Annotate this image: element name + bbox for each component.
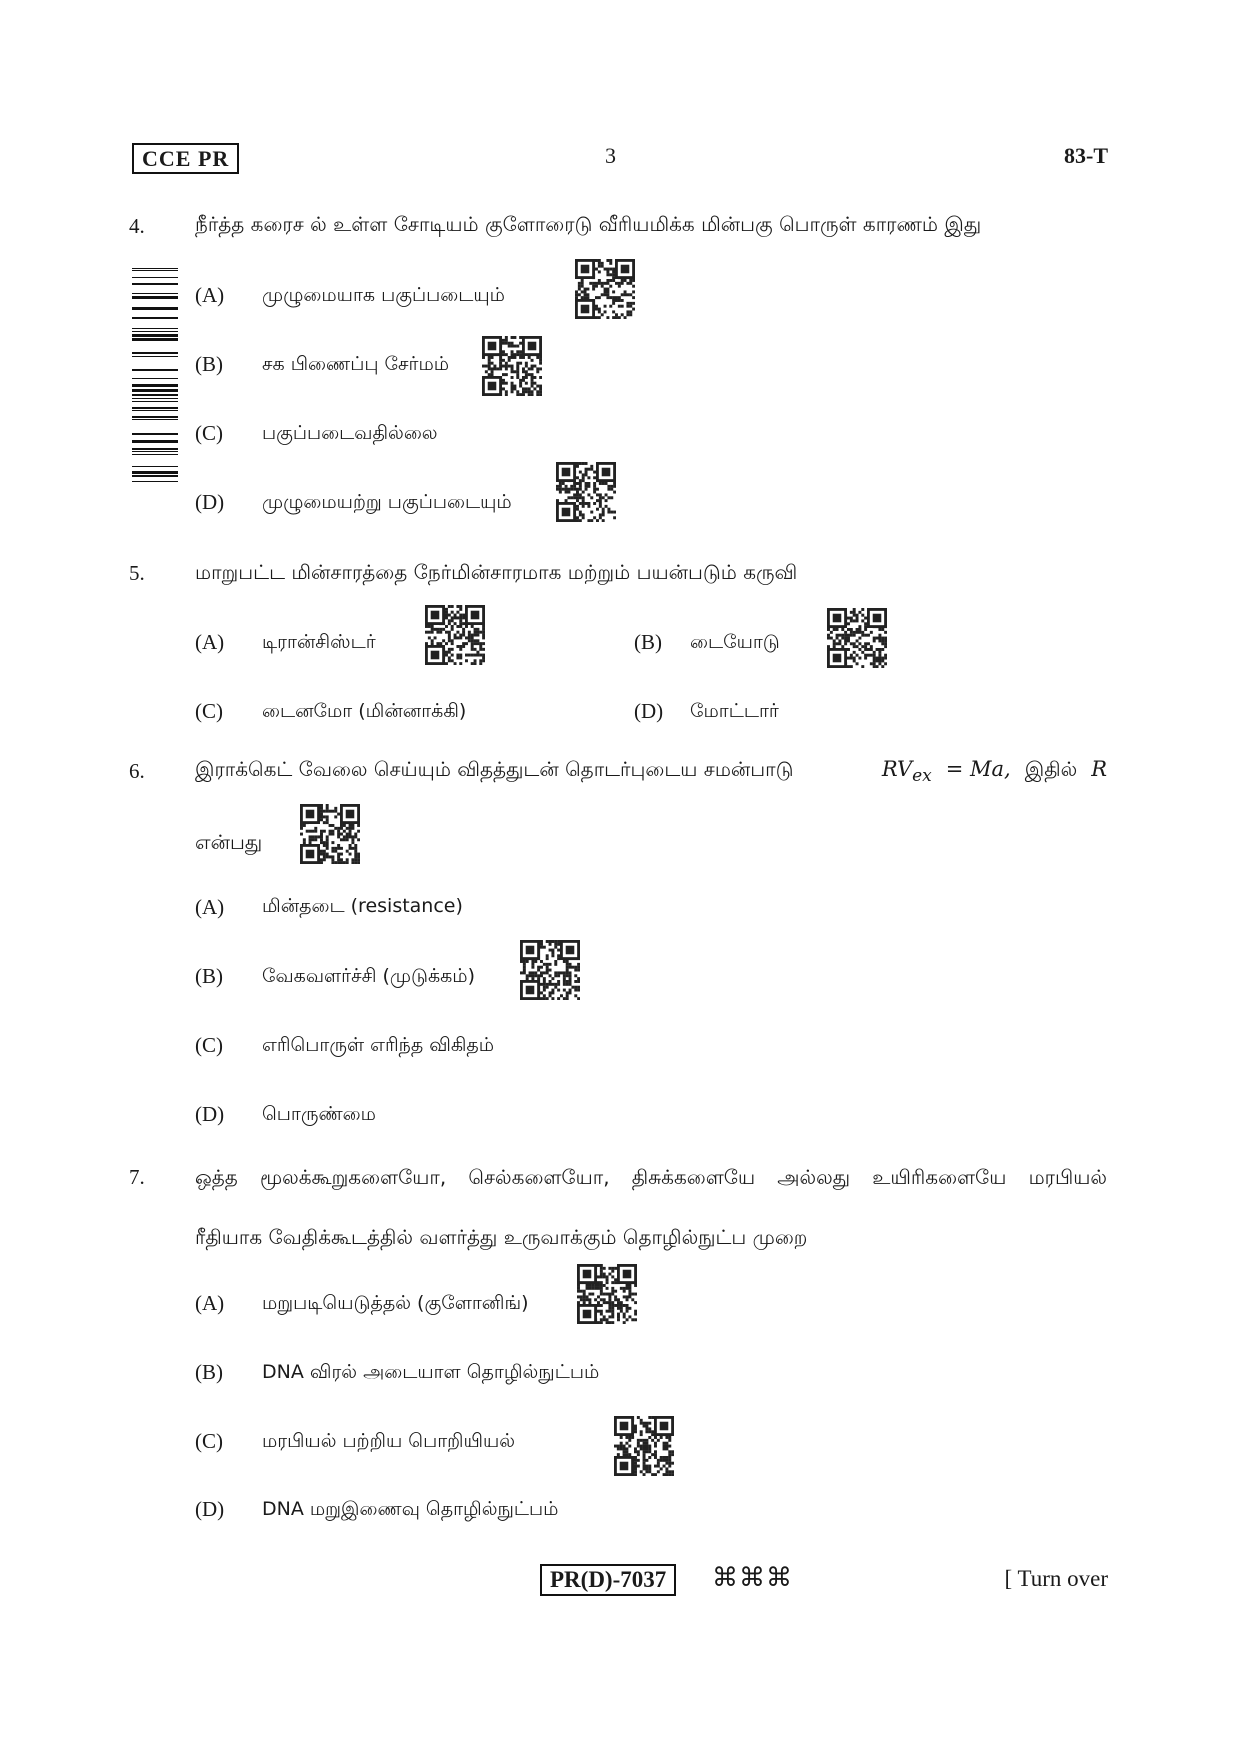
q6-option-c-text: எரிபொருள் எரிந்த விகிதம்	[262, 1034, 495, 1056]
q6-option-b-label: (B)	[195, 964, 223, 988]
q4-option-c-label: (C)	[195, 421, 223, 445]
qr-code-icon	[300, 804, 360, 864]
q7-option-c-label: (C)	[195, 1429, 223, 1453]
question-6-text-after: இதில்	[1024, 757, 1078, 781]
footer-ornament: ⌘⌘⌘	[712, 1563, 793, 1593]
q7-option-d-label: (D)	[195, 1497, 225, 1521]
q4-option-d-text: முழுமையற்று பகுப்படையும்	[262, 491, 512, 513]
question-5-text: மாறுபட்ட மின்சாரத்தை நேர்மின்சாரமாக மற்றும் பயன்படும் கருவி	[195, 560, 798, 584]
q7-option-b-label: (B)	[195, 1360, 223, 1384]
q4-option-b-text: சக பிணைப்பு சேர்மம்	[262, 353, 450, 375]
q6-option-a-label: (A)	[195, 895, 225, 919]
qr-code-icon	[575, 259, 635, 319]
q5-option-c-label: (C)	[195, 699, 223, 723]
barcode-image	[132, 268, 178, 482]
qr-code-icon	[520, 940, 580, 1000]
q4-option-d-label: (D)	[195, 490, 225, 514]
q5-option-c-text: டைனமோ (மின்னாக்கி)	[262, 700, 467, 722]
q7-option-a-label: (A)	[195, 1291, 225, 1315]
question-4-text: நீர்த்த கரைச ல் உள்ள சோடியம் குளோரைடு வீரியமிக்க மின்பகு பொருள் காரணம் இது	[195, 212, 982, 236]
header-series-box: CCE PR	[132, 143, 239, 174]
q5-option-a-label: (A)	[195, 630, 225, 654]
q6-option-d-label: (D)	[195, 1102, 225, 1126]
question-7-number: 7.	[129, 1165, 145, 1189]
question-6-number: 6.	[129, 759, 145, 783]
q5-option-d-label: (D)	[634, 699, 664, 723]
q6-option-c-label: (C)	[195, 1033, 223, 1057]
formula-r: R	[1091, 757, 1107, 781]
qr-code-icon	[577, 1264, 637, 1324]
qr-code-icon	[482, 336, 542, 396]
q7-option-d-text: DNA மறுஇணைவு தொழில்நுட்பம்	[262, 1498, 559, 1520]
paper-code: 83-T	[1064, 143, 1108, 168]
question-7-text-line2: ரீதியாக வேதிக்கூடத்தில் வளர்த்து உருவாக்கும் தொழில்நுட்ப முறை	[195, 1225, 808, 1249]
q5-option-a-text: டிரான்சிஸ்டர்	[262, 631, 376, 653]
q7-option-b-text: DNA விரல் அடையாள தொழில்நுட்பம்	[262, 1361, 600, 1383]
question-7-text-line1: ஒத்த மூலக்கூறுகளையோ, செல்களையோ, திசுக்களையே அல்லது உயிரிகளையே மரபியல்	[195, 1165, 1107, 1189]
qr-code-icon	[556, 462, 616, 522]
footer-paper-id-box: PR(D)-7037	[540, 1564, 676, 1596]
formula-eq: = Ma,	[945, 757, 1011, 781]
q5-option-b-text: டையோடு	[690, 631, 780, 653]
qr-code-icon	[827, 608, 887, 668]
turn-over-note: [ Turn over	[1004, 1566, 1108, 1591]
question-6-text-line2: என்பது	[195, 830, 263, 854]
q4-option-b-label: (B)	[195, 352, 223, 376]
question-6-text-line1	[195, 757, 1107, 786]
formula-rv: $RV_{ex}$	[881, 757, 932, 787]
page-number: 3	[605, 143, 616, 168]
q5-option-d-text: மோட்டார்	[690, 700, 779, 722]
q4-option-a-text: முழுமையாக பகுப்படையும்	[262, 284, 505, 306]
q6-option-d-text: பொருண்மை	[262, 1103, 376, 1125]
q6-option-b-text: வேகவளர்ச்சி (முடுக்கம்)	[262, 965, 475, 987]
q5-option-b-label: (B)	[634, 630, 662, 654]
qr-code-icon	[614, 1416, 674, 1476]
question-6-text-before: இராக்கெட் வேலை செய்யும் விதத்துடன் தொடர்புடைய சமன்பாடு	[195, 757, 794, 781]
q6-option-a-text: மின்தடை (resistance)	[262, 895, 463, 917]
question-4-number: 4.	[129, 214, 145, 238]
q4-option-a-label: (A)	[195, 283, 225, 307]
question-5-number: 5.	[129, 561, 145, 585]
q4-option-c-text: பகுப்படைவதில்லை	[262, 422, 438, 444]
q7-option-a-text: மறுபடியெடுத்தல் (குளோனிங்)	[262, 1292, 529, 1314]
q7-option-c-text: மரபியல் பற்றிய பொறியியல்	[262, 1430, 516, 1452]
qr-code-icon	[425, 605, 485, 665]
